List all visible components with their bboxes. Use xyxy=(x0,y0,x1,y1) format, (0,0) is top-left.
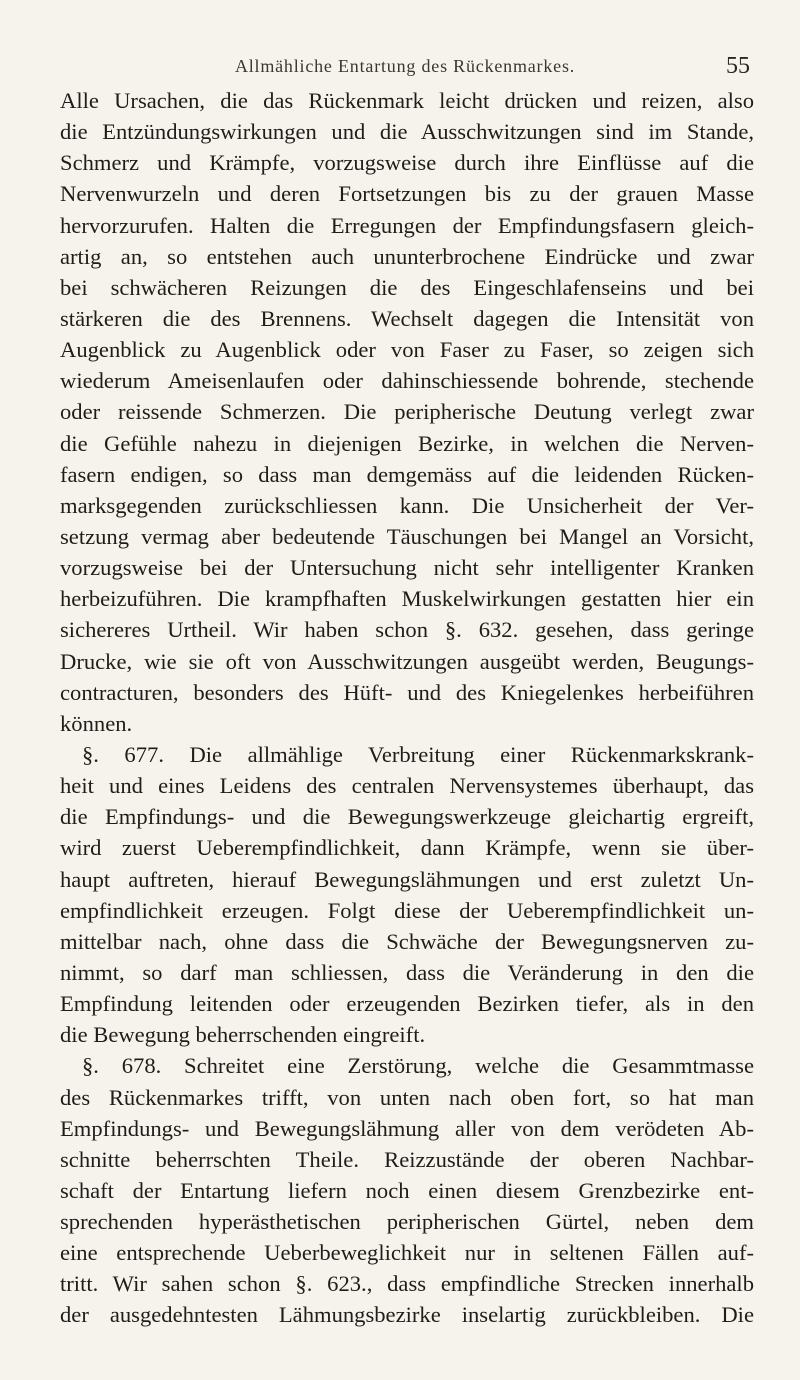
text-line: heit und eines Leidens des centralen Nervensystemes überhaupt, das xyxy=(60,773,754,799)
text-line: empfindlichkeit erzeugen. Folgt diese der Ueberempfindlichkeit un- xyxy=(60,897,754,923)
text-line: nimmt, so darf man schliessen, dass die Veränderung in den die xyxy=(60,959,754,985)
paragraph-end-line: können. xyxy=(60,710,133,736)
text-line: herbeizuführen. Die krampfhaften Muskelwirkungen gestatten hier ein xyxy=(60,586,754,612)
section-start-line: §. 678. Schreitet eine Zerstörung, welche die Gesammtmasse xyxy=(82,1053,754,1079)
page-header xyxy=(60,53,750,86)
text-line: mittelbar nach, ohne dass die Schwäche der Bewegungsnerven zu- xyxy=(60,928,754,954)
text-line: fasern endigen, so dass man demgemäss auf die leidenden Rücken- xyxy=(60,461,754,487)
text-line: schnitte beherrschten Theile. Reizzustände der oberen Nachbar- xyxy=(60,1146,754,1172)
text-line: Alle Ursachen, die das Rückenmark leicht drücken und reizen, also xyxy=(60,88,754,113)
text-line: setzung vermag aber bedeutende Täuschungen bei Mangel an Vorsicht, xyxy=(60,523,754,549)
text-line: des Rückenmarkes trifft, von unten nach oben fort, so hat man xyxy=(60,1084,754,1110)
text-line: Augenblick zu Augenblick oder von Faser zu Faser, so zeigen sich xyxy=(60,337,754,363)
text-line: haupt auftreten, hierauf Bewegungslähmungen und erst zuletzt Un- xyxy=(60,866,754,892)
text-line: bei schwächeren Reizungen die des Eingeschlafenseins und bei xyxy=(60,274,754,300)
section-start-line: §. 677. Die allmählige Verbreitung einer Rückenmarkskrank- xyxy=(82,741,754,767)
text-line: vorzugsweise bei der Untersuchung nicht sehr intelligenter Kranken xyxy=(60,555,754,581)
text-line: Empfindung leitenden oder erzeugenden Bezirken tiefer, als in den xyxy=(60,991,754,1017)
paragraph-end-line: die Bewegung beherrschenden eingreift. xyxy=(60,1022,426,1048)
text-line: wird zuerst Ueberempfindlichkeit, dann Krämpfe, wenn sie über- xyxy=(60,835,754,861)
text-line: artig an, so entstehen auch ununterbrochene Eindrücke und zwar xyxy=(60,243,754,269)
text-line: hervorzurufen. Halten die Erregungen der Empfindungsfasern gleich- xyxy=(60,212,754,238)
text-line: die Gefühle nahezu in diejenigen Bezirke, in welchen die Nerven- xyxy=(60,430,754,456)
text-line: marksgegenden zurückschliessen kann. Die Unsicherheit der Ver- xyxy=(60,492,754,518)
text-line: schaft der Entartung liefern noch einen diesem Grenzbezirke ent- xyxy=(60,1177,754,1203)
text-line: die Entzündungswirkungen und die Ausschwitzungen sind im Stande, xyxy=(60,119,754,145)
text-line: Drucke, wie sie oft von Ausschwitzungen ausgeübt werden, Beugungs- xyxy=(60,648,754,674)
text-line: sprechenden hyperästhetischen peripherischen Gürtel, neben dem xyxy=(60,1209,754,1235)
text-line: contracturen, besonders des Hüft- und des Kniegelenkes herbeiführen xyxy=(60,679,754,705)
text-line: der ausgedehntesten Lähmungsbezirke inselartig zurückbleiben. Die xyxy=(60,1302,754,1328)
text-line: Nervenwurzeln und deren Fortsetzungen bis zu der grauen Masse xyxy=(60,181,754,207)
text-line: stärkeren die des Brennens. Wechselt dagegen die Intensität von xyxy=(60,305,754,331)
text-line: wiederum Ameisenlaufen oder dahinschiessende bohrende, stechende xyxy=(60,368,754,394)
text-line: Empfindungs- und Bewegungslähmung aller von dem verödeten Ab- xyxy=(60,1115,754,1141)
text-line: tritt. Wir sahen schon §. 623., dass empfindliche Strecken innerhalb xyxy=(60,1271,754,1297)
text-line: die Empfindungs- und die Bewegungswerkzeuge gleichartig ergreift, xyxy=(60,804,754,830)
body-text xyxy=(60,85,754,1331)
text-line: sichereres Urtheil. Wir haben schon §. 632. gesehen, dass geringe xyxy=(60,617,754,643)
page-number: 55 xyxy=(726,53,750,79)
text-line: oder reissende Schmerzen. Die peripherische Deutung verlegt zwar xyxy=(60,399,754,425)
running-title: Allmähliche Entartung des Rückenmarkes. xyxy=(234,56,576,76)
text-line: eine entsprechende Ueberbeweglichkeit nur in seltenen Fällen auf- xyxy=(60,1240,754,1266)
text-line: Schmerz und Krämpfe, vorzugsweise durch ihre Einflüsse auf die xyxy=(60,150,754,176)
